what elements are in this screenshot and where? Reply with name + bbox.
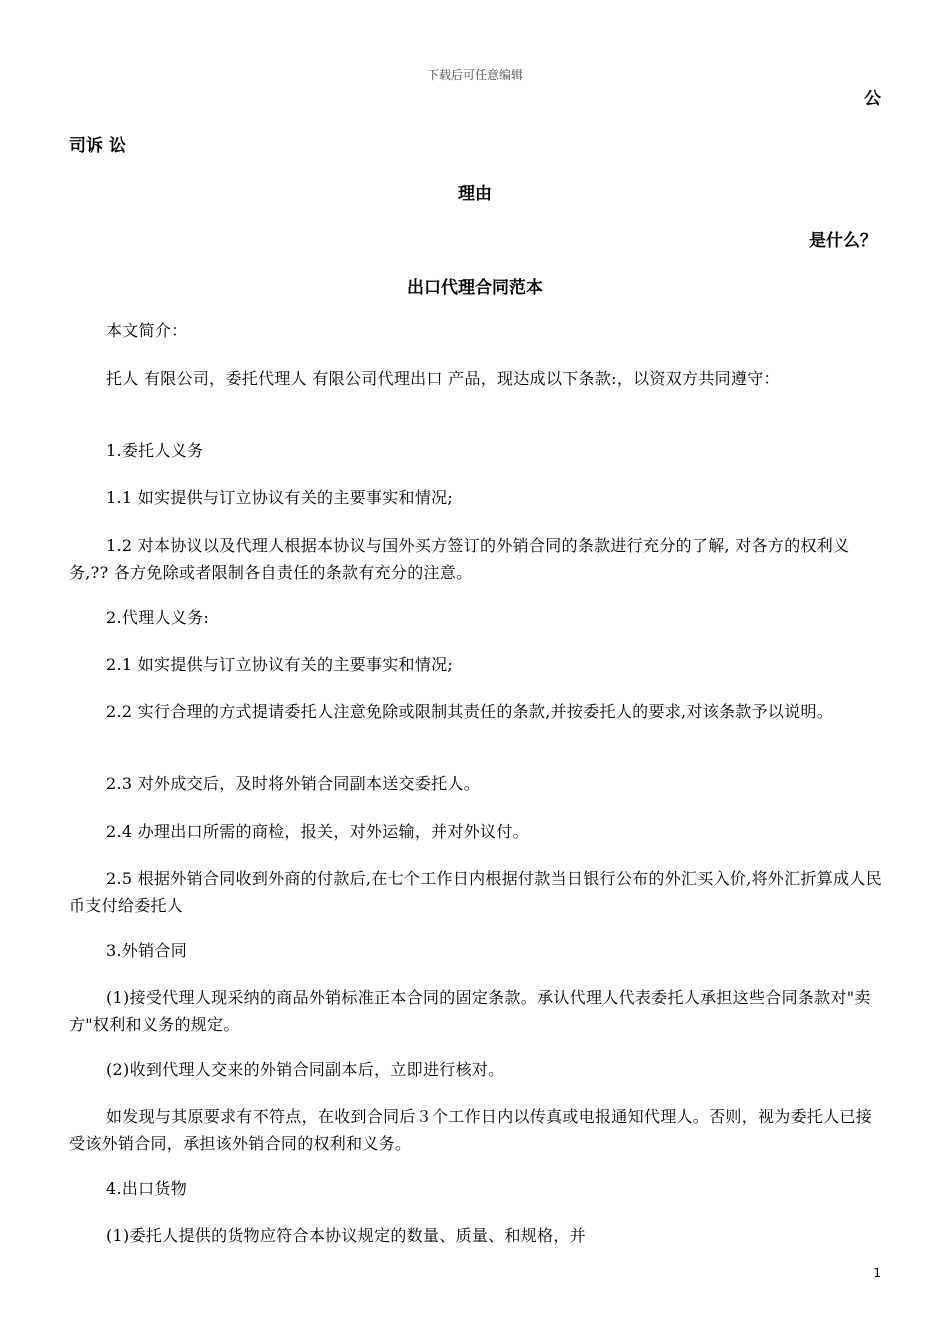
clause-2-1: 2.1 如实提供与订立协议有关的主要事实和情况; bbox=[106, 655, 454, 674]
section-heading-4: 4.出口货物 bbox=[106, 1179, 188, 1198]
clause-1-1: 1.1 如实提供与订立协议有关的主要事实和情况; bbox=[106, 488, 454, 507]
clause-3-1: (1)接受代理人现采纳的商品外销标准正本合同的固定条款。承认代理人代表委托人承担这些合同条款对"卖方"权利和义务的规定。 bbox=[69, 988, 871, 1034]
section-heading-2: 2.代理人义务: bbox=[106, 608, 210, 627]
clause-3-2: (2)收到代理人交来的外销合同副本后，立即进行核对。 bbox=[106, 1060, 505, 1079]
title-fragment-shishenme: 是什么？ bbox=[809, 231, 877, 251]
paragraph-preamble: 托人 有限公司，委托代理人 有限公司代理出口 产品，现达成以下条款:，以资双方共同遵守： bbox=[106, 369, 780, 388]
clause-1-2: 1.2 对本协议以及代理人根据本协议与国外买方签订的外销合同的条款进行充分的了解, 对各方的权利义务,?? 各方免除或者限制各自责任的条款有充分的注意。 bbox=[69, 536, 850, 582]
header-note: 下载后可任意编辑 bbox=[426, 68, 523, 82]
clause-4-1: (1)委托人提供的货物应符合本协议规定的数量、质量、和规格，并 bbox=[106, 1226, 586, 1245]
title-fragment-gong: 公 bbox=[864, 89, 881, 109]
clause-2-5: 2.5 根据外销合同收到外商的付款后,在七个工作日内根据付款当日银行公布的外汇买入价,将外汇折算成人民币支付给委托人 bbox=[69, 869, 883, 915]
page-number: 1 bbox=[873, 1266, 881, 1280]
clause-2-2: 2.2 实行合理的方式提请委托人注意免除或限制其责任的条款,并按委托人的要求,对该条款予以说明。 bbox=[106, 702, 834, 721]
section-heading-1: 1.委托人义务 bbox=[106, 441, 204, 460]
section-heading-3: 3.外销合同 bbox=[106, 941, 188, 960]
document-title: 出口代理合同范本 bbox=[407, 278, 543, 298]
paragraph-intro-label: 本文简介： bbox=[106, 321, 188, 340]
title-fragment-susong: 司诉 讼 bbox=[69, 136, 126, 156]
clause-3-2-followup: 如发现与其原要求有不符点，在收到合同后３个工作日内以传真或电报通知代理人。否则，视为委托人已接受该外销合同，承担该外销合同的权利和义务。 bbox=[69, 1107, 873, 1153]
clause-2-4: 2.4 办理出口所需的商检，报关，对外运输，并对外议付。 bbox=[106, 822, 529, 841]
clause-2-3: 2.3 对外成交后，及时将外销合同副本送交委托人。 bbox=[106, 774, 481, 793]
title-fragment-liyou: 理由 bbox=[458, 184, 492, 204]
